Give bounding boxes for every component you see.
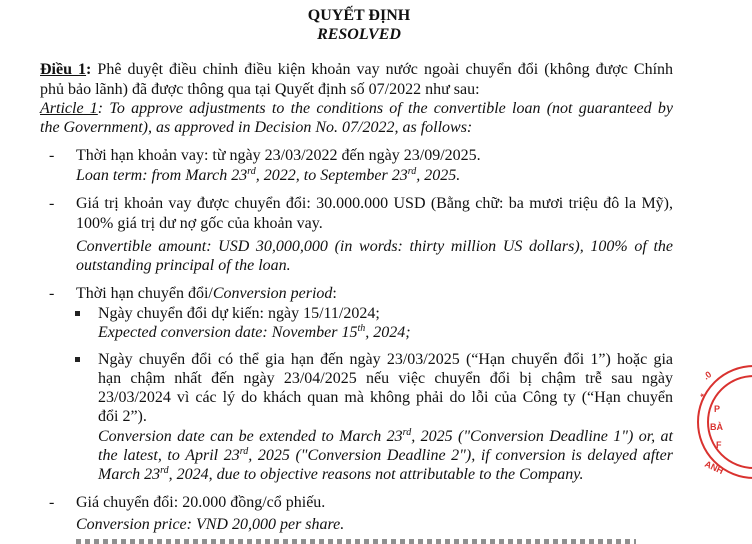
- bullet-dash: -: [49, 285, 55, 302]
- amount-en-line-1: Convertible amount: USD 30,000,000 (in words: thirty million US dollars), 100% of the: [76, 238, 673, 255]
- article-en-line-2: the Government), as approved in Decision No. 07/2022, as follows:: [40, 119, 473, 136]
- bullet-dash: -: [49, 147, 55, 164]
- extension-en-line-3: March 23rd, 2024, due to objective reasons not attributable to the Company.: [98, 465, 584, 483]
- article-vn-line-2: phủ bảo lãnh) đã được thông qua tại Quyết định số 07/2022 như sau:: [40, 81, 480, 98]
- extension-vn-line-2: hạn chậm nhất đến ngày 23/04/2025 nếu việc chuyển đổi bị chậm trễ sau ngày: [98, 370, 673, 387]
- amount-vn-line-2: 100% giá trị dư nợ gốc của khoản vay.: [76, 215, 323, 232]
- square-bullet-icon: [75, 311, 80, 316]
- extension-en-line-1: Conversion date can be extended to March 23rd, 2025 ("Conversion Deadline 1") or, at: [98, 427, 673, 445]
- svg-text:*: *: [699, 391, 706, 402]
- article-en-label: Article 1: [40, 100, 98, 117]
- expected-date-vn: Ngày chuyển đổi dự kiến: ngày 15/11/2024;: [98, 305, 380, 322]
- decision-title: QUYẾT ĐỊNH: [307, 7, 411, 24]
- svg-text:ANH: ANH: [703, 458, 726, 477]
- article-en-line-1: Article 1: To approve adjustments to the conditions of the convertible loan (not guaranteed by: [40, 100, 673, 117]
- bullet-dash: -: [49, 195, 55, 212]
- loan-term-en: Loan term: from March 23rd, 2022, to September 23rd, 2025.: [76, 166, 461, 184]
- svg-text:.0: .0: [701, 369, 714, 382]
- square-bullet-icon: [75, 357, 80, 362]
- extension-vn-line-4: đổi 2”).: [98, 408, 147, 425]
- expected-date-en: Expected conversion date: November 15th, 2024;: [98, 323, 411, 341]
- amount-en-line-2: outstanding principal of the loan.: [76, 257, 291, 274]
- extension-vn-line-1: Ngày chuyển đổi có thể gia hạn đến ngày 23/03/2025 (“Hạn chuyển đổi 1”) hoặc gia: [98, 351, 673, 368]
- bullet-dash: -: [49, 494, 55, 511]
- price-en: Conversion price: VND 20,000 per share.: [76, 516, 345, 533]
- extension-vn-line-3: 23/03/2024 vì các lý do khách quan mà không phải do lỗi của Công ty (“Hạn chuyển: [98, 389, 673, 406]
- svg-text:F: F: [716, 440, 722, 450]
- article-vn-label: Điều 1: [40, 61, 87, 78]
- decision-subtitle: RESOLVED: [317, 26, 401, 43]
- conversion-period-heading: Thời hạn chuyển đổi/Conversion period:: [76, 285, 337, 302]
- company-seal: [692, 352, 752, 492]
- amount-vn-line-1: Giá trị khoản vay được chuyển đổi: 30.000.000 USD (Bằng chữ: ba mươi triệu đô la Mỹ),: [76, 195, 673, 212]
- svg-text:BÀ: BÀ: [710, 422, 723, 432]
- extension-en-line-2: the latest, to April 23rd, 2025 ("Conversion Deadline 2"), if conversion is delayed after: [98, 446, 674, 464]
- loan-term-vn: Thời hạn khoản vay: từ ngày 23/03/2022 đến ngày 23/09/2025.: [76, 147, 481, 164]
- cutoff-next-line: [76, 539, 636, 544]
- price-vn: Giá chuyển đổi: 20.000 đồng/cổ phiếu.: [76, 494, 326, 511]
- svg-text:P: P: [714, 404, 721, 414]
- article-vn-line-1: Điều 1: Phê duyệt điều chỉnh điều kiện khoản vay nước ngoài chuyển đổi (không được Chính: [40, 61, 674, 78]
